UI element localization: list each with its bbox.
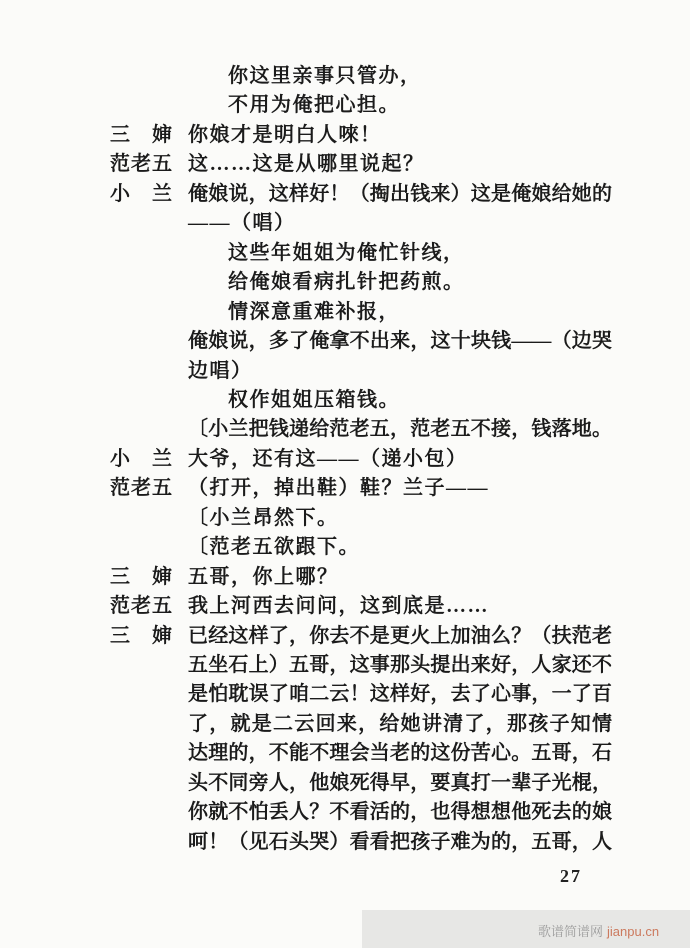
line-text: 俺娘说，这样好！（掏出钱来）这是俺娘给她的 [188,182,612,205]
line-text: 已经这样了，你去不是更火上加油么？（扶范老 [188,624,612,647]
script-line [0,327,690,355]
script-line [0,386,690,414]
line-text: 五坐石上）五哥，这事那头提出来好，人家还不 [188,654,612,676]
script-line [0,121,690,149]
line-text: 是怕耽误了咱二云！这样好，去了心事，一了百 [188,683,612,706]
speaker-name: 范老五 [110,477,173,500]
line-text: 了，就是二云回来，给她讲清了，那孩子知情 [188,712,612,735]
speaker-name: 三 婶 [110,624,173,647]
line-text: 给俺娘看病扎针把药煎。 [228,271,465,294]
script-line [0,209,690,237]
line-text: 情深意重难补报， [228,300,400,323]
script-line [0,357,690,385]
script-line [0,592,690,620]
script-line [0,180,690,208]
line-text: 边唱） [188,359,253,382]
script-line [0,533,690,561]
line-text: 你娘才是明白人唻！ [188,123,382,146]
script-line [0,415,690,443]
line-text: 达理的，不能不理会当老的这份苦心。五哥，石 [188,742,612,765]
watermark-site-url: jianpu.cn [607,924,660,939]
script-line [0,798,690,826]
script-line [0,445,690,473]
script-line [0,504,690,532]
speaker-name: 三 婶 [110,565,173,588]
line-text: 这些年姐姐为俺忙针线， [228,241,465,264]
script-line [0,710,690,738]
script-line [0,680,690,708]
script-line [0,62,690,90]
script-line [0,150,690,178]
script-line [0,298,690,326]
line-text: 〔小兰把钱递给范老五，范老五不接，钱落地。 [188,418,612,441]
line-text: ——（唱） [188,212,296,235]
line-text: 头不同旁人，他娘死得早，要真打一辈子光棍， [188,771,612,794]
line-text: 不用为俺把心担。 [228,94,400,117]
page-number: 27 [560,866,582,886]
watermark-site-name: 歌谱简谱网 [538,924,604,939]
speaker-name: 三 婶 [110,123,173,146]
line-text: 〔范老五欲跟下。 [188,536,360,559]
line-text: 我上河西去问问，这到底是…… [188,595,489,618]
speaker-name: 范老五 [110,153,173,176]
script-line [0,828,690,856]
line-text: 权作姐姐压箱钱。 [228,388,400,411]
speaker-name: 小 兰 [110,182,173,205]
script-line [0,474,690,502]
script-line [0,91,690,119]
script-line [0,268,690,296]
line-text: 〔小兰昂然下。 [188,506,339,529]
line-text: 呵！（见石头哭）看看把孩子难为的，五哥，人 [188,830,612,853]
speaker-name: 小 兰 [110,447,173,470]
line-text: 大爷，还有这——（递小包） [188,447,468,470]
script-line [0,769,690,797]
speaker-name: 范老五 [110,595,173,618]
script-line [0,563,690,591]
line-text: 你这里亲事只管办， [228,65,422,87]
watermark [538,921,659,940]
line-text: （打开，掉出鞋）鞋？兰子—— [188,477,489,500]
script-line [0,739,690,767]
line-text: 这……这是从哪里说起？ [188,153,425,176]
line-text: 俺娘说，多了俺拿不出来，这十块钱——（边哭 [188,330,612,353]
line-text: 五哥，你上哪？ [188,565,339,588]
script-line [0,651,690,679]
script-line [0,622,690,650]
script-line [0,239,690,267]
line-text: 你就不怕丢人？不看活的，也得想想他死去的娘 [188,801,612,824]
